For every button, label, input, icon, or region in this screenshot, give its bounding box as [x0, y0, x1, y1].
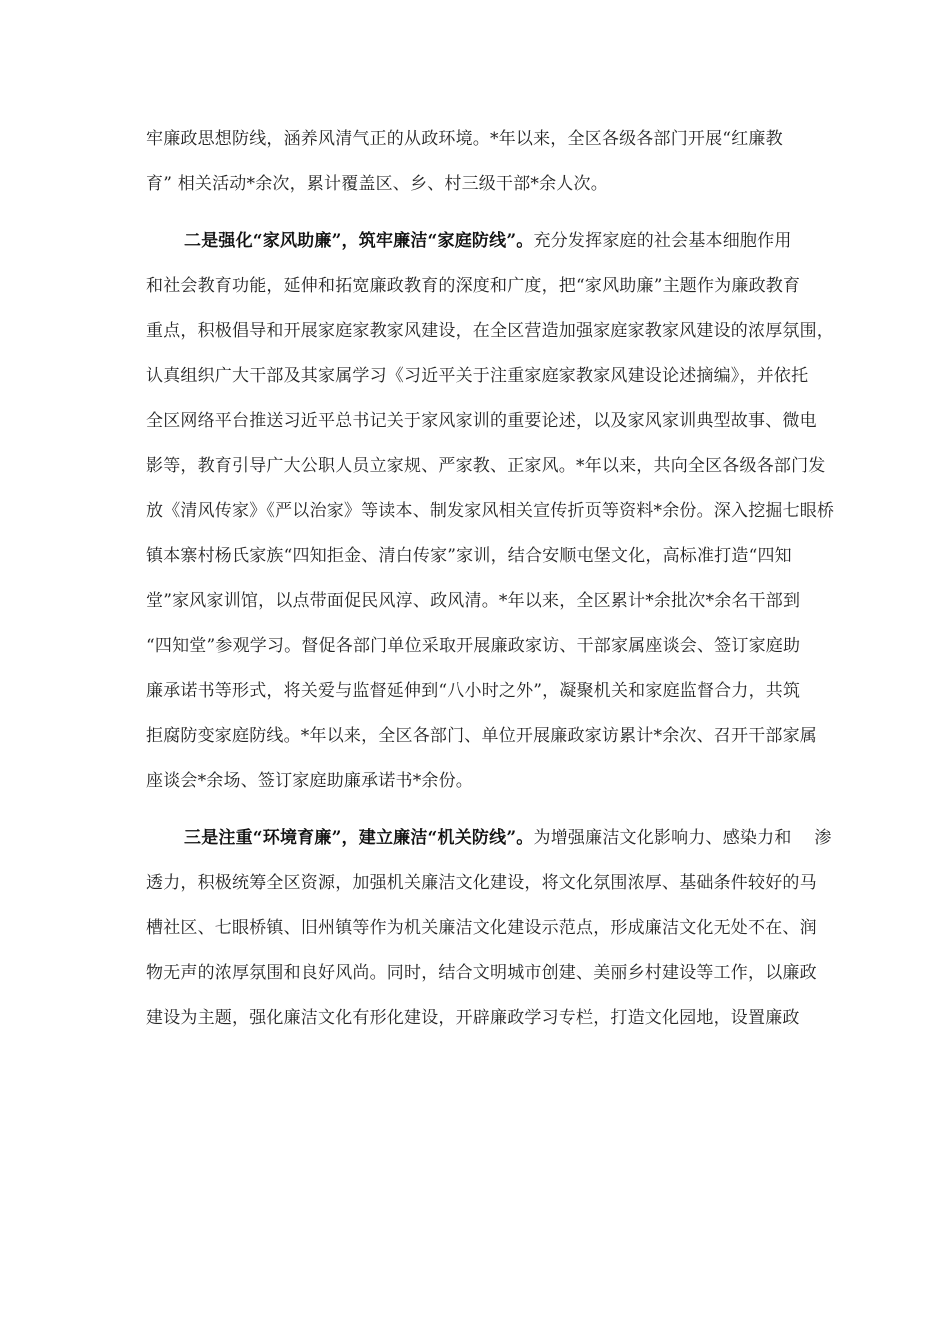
text-line: 牢廉政思想防线，涵养风清气正的从政环境。*年以来，全区各级各部门开展“红廉教	[146, 129, 783, 149]
text-line: 物无声的浓厚氛围和良好风尚。同时，结合文明城市创建、美丽乡村建设等工作，以廉政	[146, 963, 817, 983]
paragraph-2-heading: 二是强化“家风助廉”，筑牢廉洁“家庭防线”。	[184, 231, 534, 251]
paragraph-3-heading: 三是注重“环境育廉”，建立廉洁“机关防线”。	[184, 828, 534, 848]
text-line: 槽社区、七眼桥镇、旧州镇等作为机关廉洁文化建设示范点，形成廉洁文化无处不在、润	[146, 918, 817, 938]
paragraph-2-first-line	[184, 229, 792, 253]
text-line: 透力，积极统筹全区资源，加强机关廉洁文化建设，将文化氛围浓厚、基础条件较好的马	[146, 873, 817, 893]
text-line: 镇本寨村杨氏家族“四知拒金、清白传家”家训，结合安顺屯堡文化，高标准打造“四知	[146, 546, 792, 566]
text-line: 育” 相关活动*余次，累计覆盖区、乡、村三级干部*余人次。	[146, 174, 608, 194]
text-line: 廉承诺书等形式，将关爱与监督延伸到“八小时之外”，凝聚机关和家庭监督合力，共筑	[146, 681, 801, 701]
paragraph-2-first-line-text: 充分发挥家庭的社会基本细胞作用	[533, 231, 792, 251]
text-line: 堂”家风家训馆，以点带面促民风淳、政风清。*年以来，全区累计*余批次*余名干部到	[146, 591, 801, 611]
paragraph-3-first-line-text: 为增强廉洁文化影响力、感染力和 渗	[533, 828, 832, 848]
text-line: 认真组织广大干部及其家属学习《习近平关于注重家庭家教家风建设论述摘编》，并依托	[146, 366, 809, 386]
text-line: 重点，积极倡导和开展家庭家教家风建设，在全区营造加强家庭家教家风建设的浓厚氛围，	[146, 321, 834, 341]
text-line: 建设为主题，强化廉洁文化有形化建设，开辟廉政学习专栏，打造文化园地，设置廉政	[146, 1008, 800, 1028]
text-line: 和社会教育功能，延伸和拓宽廉政教育的深度和广度，把“家风助廉”主题作为廉政教育	[146, 276, 801, 296]
text-line: 拒腐防变家庭防线。*年以来，全区各部门、单位开展廉政家访累计*余次、召开干部家属	[146, 726, 817, 746]
text-line: 放《清风传家》《严以治家》等读本、制发家风相关宣传折页等资料*余份。深入挖掘七眼桥	[146, 501, 835, 521]
text-line: “四知堂”参观学习。督促各部门单位采取开展廉政家访、干部家属座谈会、签订家庭助	[146, 636, 801, 656]
text-line: 全区网络平台推送习近平总书记关于家风家训的重要论述，以及家风家训典型故事、微电	[146, 411, 817, 431]
paragraph-3-first-line	[184, 826, 832, 850]
text-line: 座谈会*余场、签订家庭助廉承诺书*余份。	[146, 771, 473, 791]
text-line: 影等，教育引导广大公职人员立家规、严家教、正家风。*年以来，共向全区各级各部门发	[146, 456, 826, 476]
